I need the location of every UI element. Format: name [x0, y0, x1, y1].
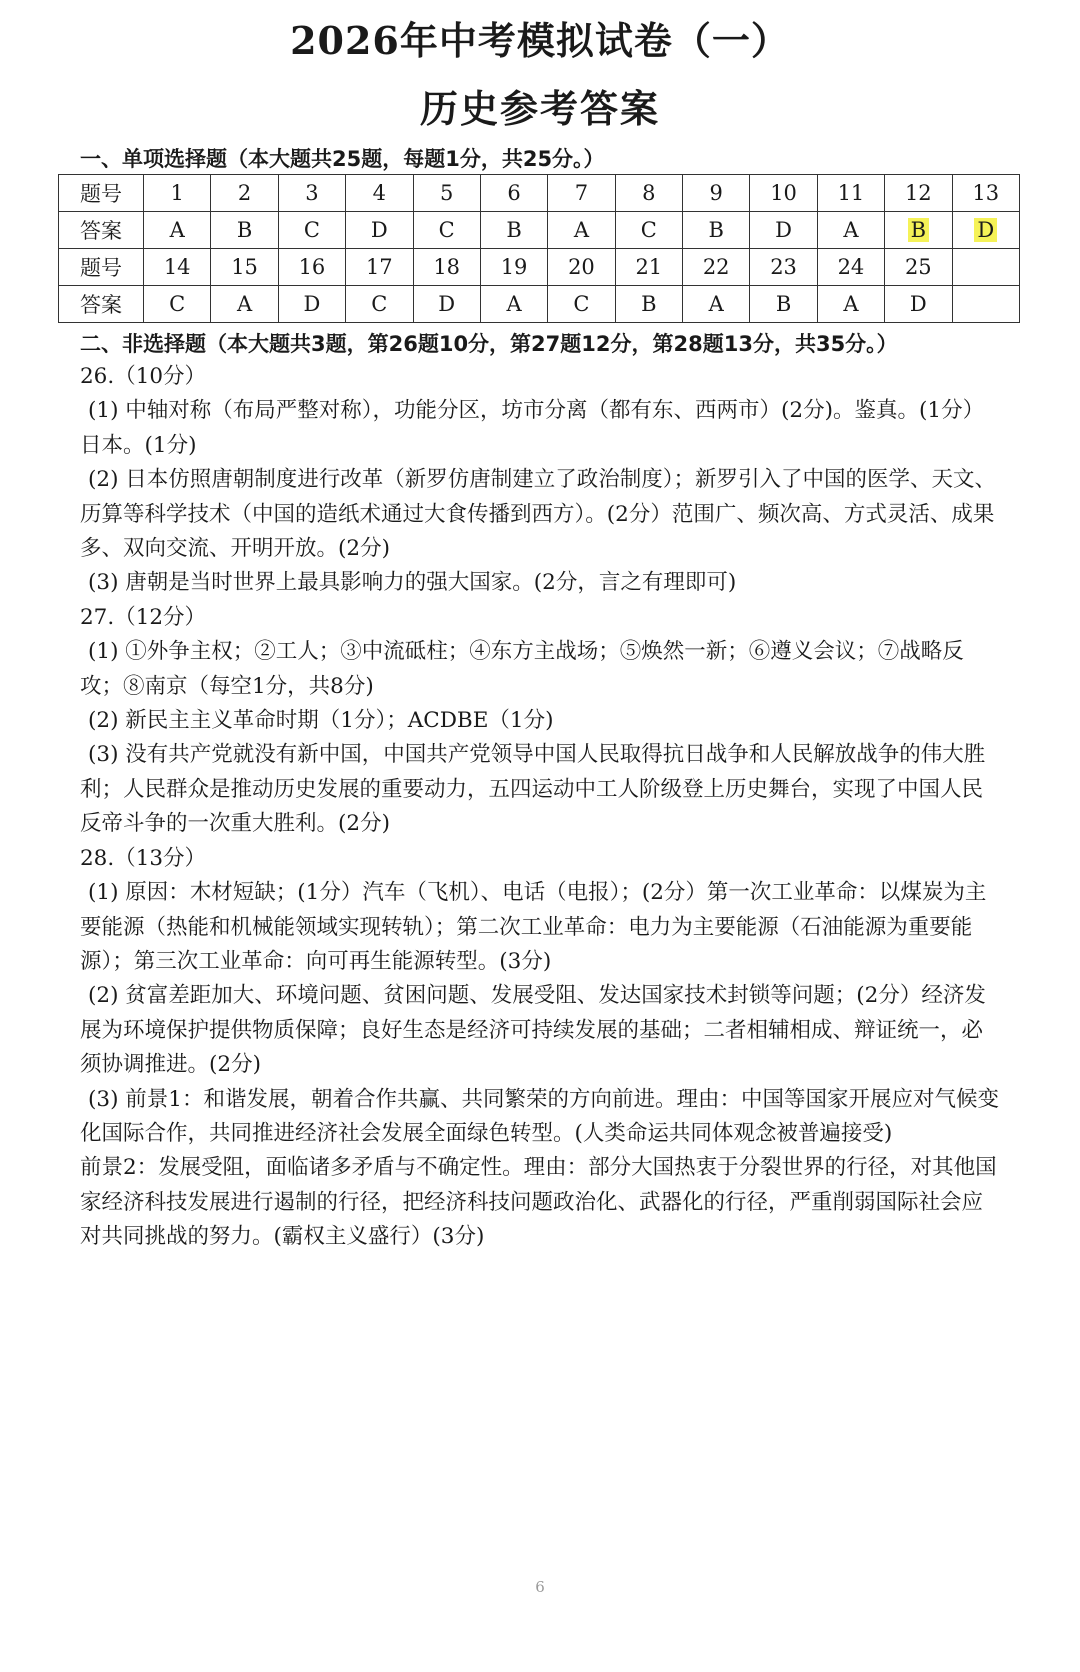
table-cell — [817, 212, 884, 249]
table-cell-value: A — [708, 292, 724, 316]
table-cell — [480, 286, 547, 323]
table-cell — [480, 249, 547, 286]
answer-table — [58, 174, 1020, 323]
table-cell — [144, 286, 211, 323]
table-cell-value: 4 — [372, 181, 386, 205]
answer-body — [80, 360, 1000, 1255]
answer-subtitle: 历史参考答案 — [419, 86, 660, 131]
table-cell-value: 8 — [642, 181, 656, 205]
table-cell — [683, 212, 750, 249]
table-cell-value: D — [775, 218, 792, 242]
section-2-heading: 二、非选择题（本大题共3题，第26题10分，第27题12分，第28题13分，共35分。） — [80, 332, 898, 356]
table-cell-value: 12 — [904, 181, 932, 205]
table-cell — [548, 175, 615, 212]
table-cell-value: C — [573, 292, 590, 316]
q26-part1: (1) 中轴对称（布局严整对称），功能分区，坊市分离（都有东、西两市）(2分)。鉴真。(1分）日本。(1分) — [80, 398, 985, 458]
table-cell-value: D — [303, 292, 321, 316]
table-cell-value: 7 — [574, 181, 589, 205]
q28-part1: (1) 原因：木材短缺；(1分）汽车（飞机）、电话（电报）；(2分）第一次工业革命：以煤炭为主要能源（热能和机械能领域实现转轨）；第二次工业革命：电力为主要能源（石油能源为重要能源）；第三次工业革命：向可再生能源转型。(3分) — [80, 880, 987, 974]
table-cell-value: B — [775, 292, 792, 316]
table-cell — [683, 286, 750, 323]
table-cell — [683, 249, 750, 286]
table-cell — [885, 212, 952, 249]
table-cell — [615, 249, 682, 286]
table-cell-value: C — [169, 292, 186, 316]
table-cell-value: 14 — [163, 255, 191, 279]
table-row-label: 答案 — [59, 286, 144, 323]
table-cell — [750, 249, 817, 286]
table-cell — [683, 175, 750, 212]
table-cell-value: C — [640, 218, 657, 242]
table-cell-value: A — [573, 218, 590, 242]
table-cell — [952, 249, 1020, 286]
table-cell — [548, 286, 615, 323]
table-cell-value: B — [908, 218, 929, 242]
table-cell-value: 25 — [904, 255, 932, 279]
table-cell — [480, 212, 547, 249]
table-row-label: 答案 — [59, 212, 144, 249]
q27-part1: (1) ①外争主权；②工人；③中流砥柱；④东方主战场；⑤焕然一新；⑥遵义会议；⑦战略反攻；⑧南京（每空1分，共8分) — [80, 639, 964, 699]
table-row-questions-1 — [59, 175, 1020, 212]
table-cell — [952, 286, 1020, 323]
table-cell-value: C — [371, 292, 388, 316]
table-cell-value: 13 — [972, 181, 1000, 205]
table-cell — [346, 249, 413, 286]
table-cell — [817, 175, 884, 212]
table-cell-value: 10 — [770, 181, 797, 205]
table-cell — [144, 175, 211, 212]
table-cell — [952, 175, 1020, 212]
table-cell-value: 2 — [237, 181, 252, 205]
table-cell-value: B — [506, 218, 522, 242]
table-row-answers-1 — [59, 212, 1020, 249]
table-cell — [817, 286, 884, 323]
table-cell — [278, 175, 345, 212]
exam-title: 2026年中考模拟试卷（一） — [290, 18, 790, 63]
page-number: 6 — [535, 1578, 545, 1596]
table-cell — [548, 249, 615, 286]
table-cell — [885, 249, 952, 286]
table-cell — [278, 212, 345, 249]
table-row-label: 题号 — [59, 249, 144, 286]
table-cell — [346, 175, 413, 212]
table-cell-value: 24 — [837, 255, 865, 279]
table-cell-value: 23 — [770, 255, 797, 279]
table-cell — [211, 175, 278, 212]
table-row-questions-2 — [59, 249, 1020, 286]
table-cell-value: A — [843, 292, 859, 316]
table-cell — [615, 212, 682, 249]
table-cell-value: 6 — [507, 181, 521, 205]
table-cell-value: D — [438, 292, 456, 316]
table-cell — [615, 286, 682, 323]
table-cell — [211, 249, 278, 286]
table-cell — [750, 212, 817, 249]
table-cell-value: A — [169, 218, 185, 242]
table-cell — [278, 286, 345, 323]
table-cell — [413, 286, 480, 323]
table-cell — [750, 286, 817, 323]
table-cell — [817, 249, 884, 286]
table-cell — [885, 175, 952, 212]
table-cell-value: 22 — [702, 255, 730, 279]
table-row-answers-2 — [59, 286, 1020, 323]
q28-part2: (2) 贫富差距加大、环境问题、贫困问题、发展受阻、发达国家技术封锁等问题；(2分）经济发展为环境保护提供物质保障；良好生态是经济可持续发展的基础；二者相辅相成、辩证统一，必须协调推进。(2分) — [80, 983, 986, 1078]
q28-part3: (3) 前景1：和谐发展，朝着合作共赢、共同繁荣的方向前进。理由：中国等国家开展应对气候变化国际合作，共同推进经济社会发展全面绿色转型。(人类命运共同体观念被普遍接受) — [80, 1086, 999, 1146]
q28-part3-prospect2: 前景2：发展受阻，面临诸多矛盾与不确定性。理由：部分大国热衷于分裂世界的行径，对其他国家经济科技发展进行遏制的行径，把经济科技问题政治化、武器化的行径，严重削弱国际社会应对共同挑战的努力。(霸权主义盛行）(3分) — [80, 1155, 997, 1250]
q27-part3: (3) 没有共产党就没有新中国，中国共产党领导中国人民取得抗日战争和人民解放战争的伟大胜利；人民群众是推动历史发展的重要动力，五四运动中工人阶级登上历史舞台，实现了中国人民反帝斗争的一次重大胜利。(2分) — [80, 742, 986, 837]
table-cell — [211, 212, 278, 249]
table-cell — [548, 212, 615, 249]
table-cell-value: 21 — [635, 255, 663, 279]
table-cell-value: D — [974, 218, 997, 242]
table-cell-value: 9 — [709, 181, 723, 205]
table-cell — [413, 212, 480, 249]
table-cell-value: A — [843, 218, 859, 242]
table-cell-value: 19 — [500, 255, 528, 279]
section-1-heading: 一、单项选择题（本大题共25题，每题1分，共25分。） — [80, 147, 605, 171]
q27-part2: (2) 新民主主义革命时期（1分）；ACDBE（1分) — [88, 708, 554, 734]
table-cell-value: C — [438, 218, 455, 242]
table-cell-value: 5 — [440, 181, 454, 205]
table-cell — [278, 249, 345, 286]
table-cell — [615, 175, 682, 212]
table-cell-value: D — [909, 292, 927, 316]
table-cell — [413, 175, 480, 212]
table-cell — [346, 212, 413, 249]
table-cell-value: 11 — [837, 181, 865, 205]
q26-part2: (2) 日本仿照唐朝制度进行改革（新罗仿唐制建立了政治制度）；新罗引入了中国的医学、天文、历算等科学技术（中国的造纸术通过大食传播到西方）。(2分）范围广、频次高、方式灵活、成果多、双向交流、开明开放。(2分) — [80, 467, 997, 562]
table-cell-value: 20 — [568, 255, 595, 279]
table-cell — [144, 212, 211, 249]
table-row-label: 题号 — [59, 175, 144, 212]
table-cell — [144, 249, 211, 286]
q26-heading: 26.（10分） — [80, 364, 207, 389]
table-cell-value: C — [303, 218, 320, 242]
table-cell-value: 16 — [298, 255, 326, 279]
table-cell — [211, 286, 278, 323]
table-cell — [750, 175, 817, 212]
table-cell-value: 17 — [365, 255, 393, 279]
table-cell-value: A — [506, 292, 522, 316]
table-cell-value: 3 — [305, 181, 319, 205]
table-cell-value: A — [236, 292, 253, 316]
table-cell-value: D — [370, 218, 388, 242]
table-cell — [952, 212, 1020, 249]
q27-heading: 27.（12分） — [80, 604, 207, 630]
table-cell-value: B — [641, 292, 657, 316]
table-cell — [885, 286, 952, 323]
table-cell — [346, 286, 413, 323]
table-cell-value: 18 — [433, 255, 461, 279]
table-cell — [480, 175, 547, 212]
table-cell-value: B — [236, 218, 253, 242]
table-cell — [413, 249, 480, 286]
table-cell-value: B — [708, 218, 724, 242]
q28-heading: 28.（13分） — [80, 845, 207, 871]
table-cell-value: 1 — [170, 181, 184, 205]
q26-part3: (3) 唐朝是当时世界上最具影响力的强大国家。(2分，言之有理即可) — [88, 570, 737, 596]
table-cell-value: 15 — [231, 255, 258, 279]
